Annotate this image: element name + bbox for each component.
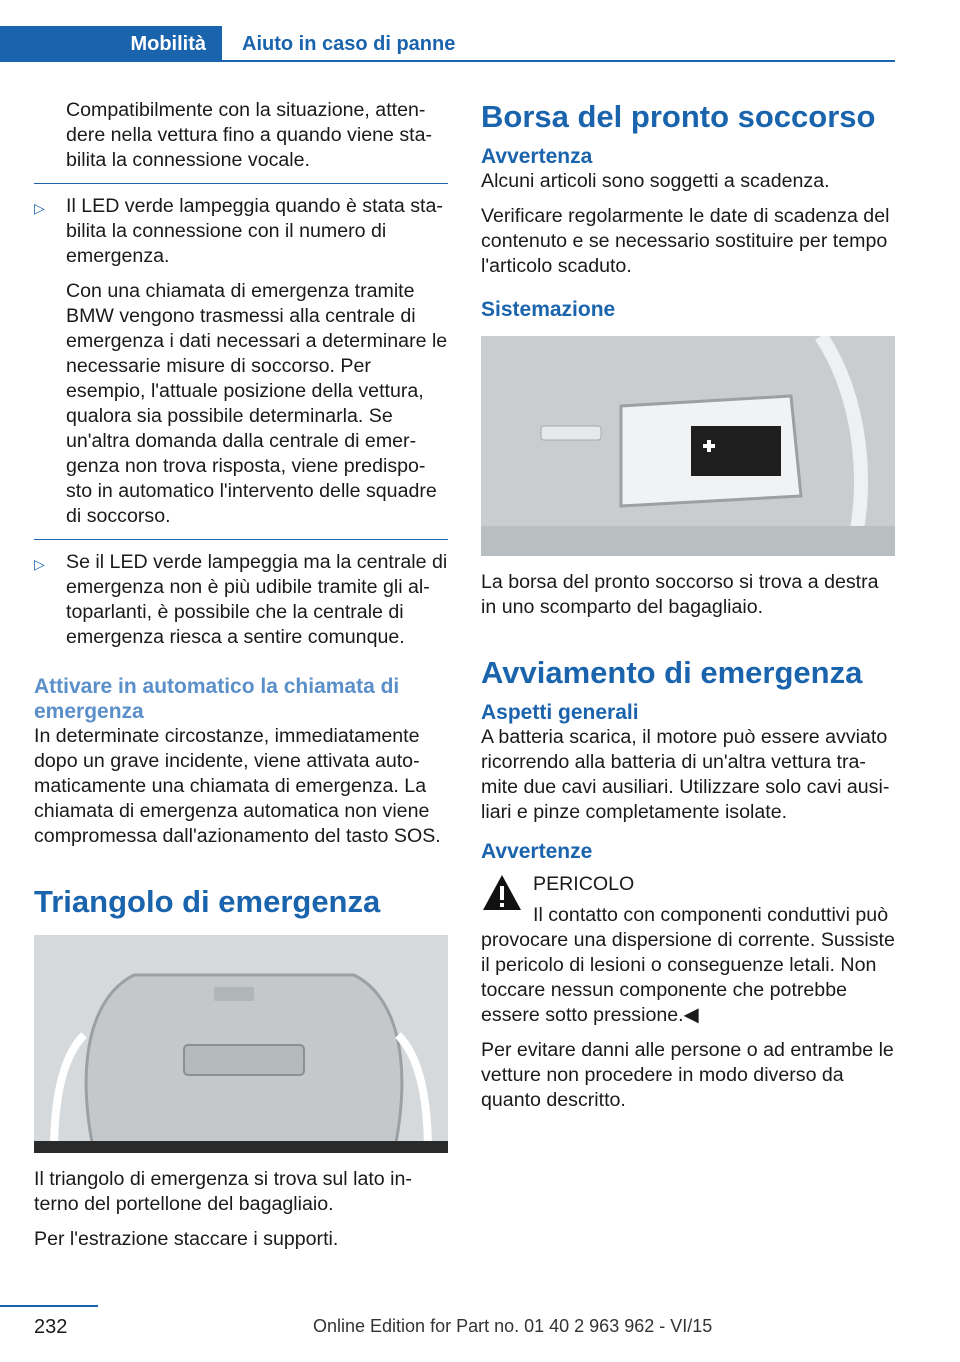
list-item: [34, 194, 448, 529]
danger-title: PERICOLO: [533, 873, 635, 895]
list-item: [34, 550, 448, 650]
page-header: [0, 0, 895, 66]
general-paragraph: A batteria scarica, il motore può essere avviato ricorrendo alla batteria di un'altra vettura tra‐mite due cavi ausiliari. Utilizzare solo cavi ausi‐liari e pinze completamente isolate.: [481, 726, 890, 823]
warnings-heading: Avvertenze: [481, 840, 593, 863]
list-item-text: Il LED verde lampeggia quando è stata sta‐bilita la connessione con il numero di emergenza.: [66, 195, 443, 267]
list-item-continuation: Con una chiamata di emergenza tramite BMW vengono trasmessi alla centrale di emergenza i dati necessari a determinare le necessarie misure di soccorso. Per esempio, l'attuale posizione della vettura, qualora sia possibile determinarla. Se un'altra domanda dalla centrale di emer‐genza non trova risposta, viene predispo‐sto in automatico l'intervento delle squadre di soccorso.: [66, 280, 448, 527]
warning-triangle-icon: [481, 872, 523, 914]
first-aid-illustration: [481, 336, 895, 556]
first-aid-location-paragraph: La borsa del pronto soccorso si trova a destra in uno scomparto del bagagliaio.: [481, 571, 879, 618]
note-heading: Avvertenza: [481, 145, 593, 168]
triangle-location-paragraph: Il triangolo di emergenza si trova sul lato in‐terno del portellone del bagagliaio.: [34, 1168, 412, 1215]
edition-text: Online Edition for Part no. 01 40 2 963 962 - VI/15: [313, 1316, 713, 1336]
divider: [34, 183, 448, 184]
triangle-heading: Triangolo di emergenza: [34, 884, 381, 919]
general-heading: Aspetti generali: [481, 701, 639, 724]
final-paragraph: Per evitare danni alle persone o ad entrambe le vetture non procedere in modo diverso da quanto descritto.: [481, 1039, 894, 1111]
jump-start-heading: Avviamento di emergenza: [481, 655, 863, 690]
left-column: [34, 98, 448, 1262]
tailgate-image: [34, 935, 448, 1153]
header-rule: [222, 60, 895, 62]
page-number: 232: [34, 1316, 68, 1338]
tailgate-illustration: [34, 935, 448, 1153]
first-aid-heading: Borsa del pronto soccorso: [481, 99, 876, 134]
danger-text: Il contatto con componenti conduttivi può provocare una dispersione di corrente. Sussiste il pericolo di lesioni o conseguenze letali. Non toccare nessun componente che potrebbe essere sotto pressione.◀: [481, 904, 895, 1026]
note-paragraph-2: Verificare regolarmente le date di scadenza del contenuto e se necessario sostituire per tempo l'articolo scaduto.: [481, 205, 890, 277]
triangle-right-icon: ▷: [34, 200, 45, 216]
footer-rule: [0, 1305, 98, 1307]
chapter-title: Aiuto in caso di panne: [242, 32, 456, 55]
triangle-removal-paragraph: Per l'estrazione staccare i supporti.: [34, 1228, 339, 1250]
note-paragraph-1: Alcuni articoli sono soggetti a scadenza.: [481, 170, 830, 192]
danger-notice: [481, 872, 895, 1028]
placement-heading: Sistemazione: [481, 298, 616, 321]
section-tab: Mobilità: [0, 26, 222, 62]
intro-paragraph: Compatibilmente con la situazione, atten‐dere nella vettura fino a quando viene sta‐bilita la connessione vocale.: [66, 99, 432, 171]
auto-call-heading: Attivare in automatico la chiamata di emergenza: [34, 675, 400, 723]
right-column: [481, 98, 895, 1123]
list-item-text: Se il LED verde lampeggia ma la centrale di emergenza non è più udibile tramite gli al‐toparlanti, è possibile che la centrale di emergenza riesca a sentire comunque.: [66, 551, 448, 648]
divider: [34, 539, 448, 540]
triangle-right-icon: ▷: [34, 556, 45, 572]
first-aid-image: [481, 336, 895, 556]
auto-call-paragraph: In determinate circostanze, immediatamente dopo un grave incidente, viene attivata auto‐maticamente una chiamata di emergenza. La chiamata di emergenza automatica non viene compromessa dall'azionamento del tasto SOS.: [34, 725, 441, 847]
